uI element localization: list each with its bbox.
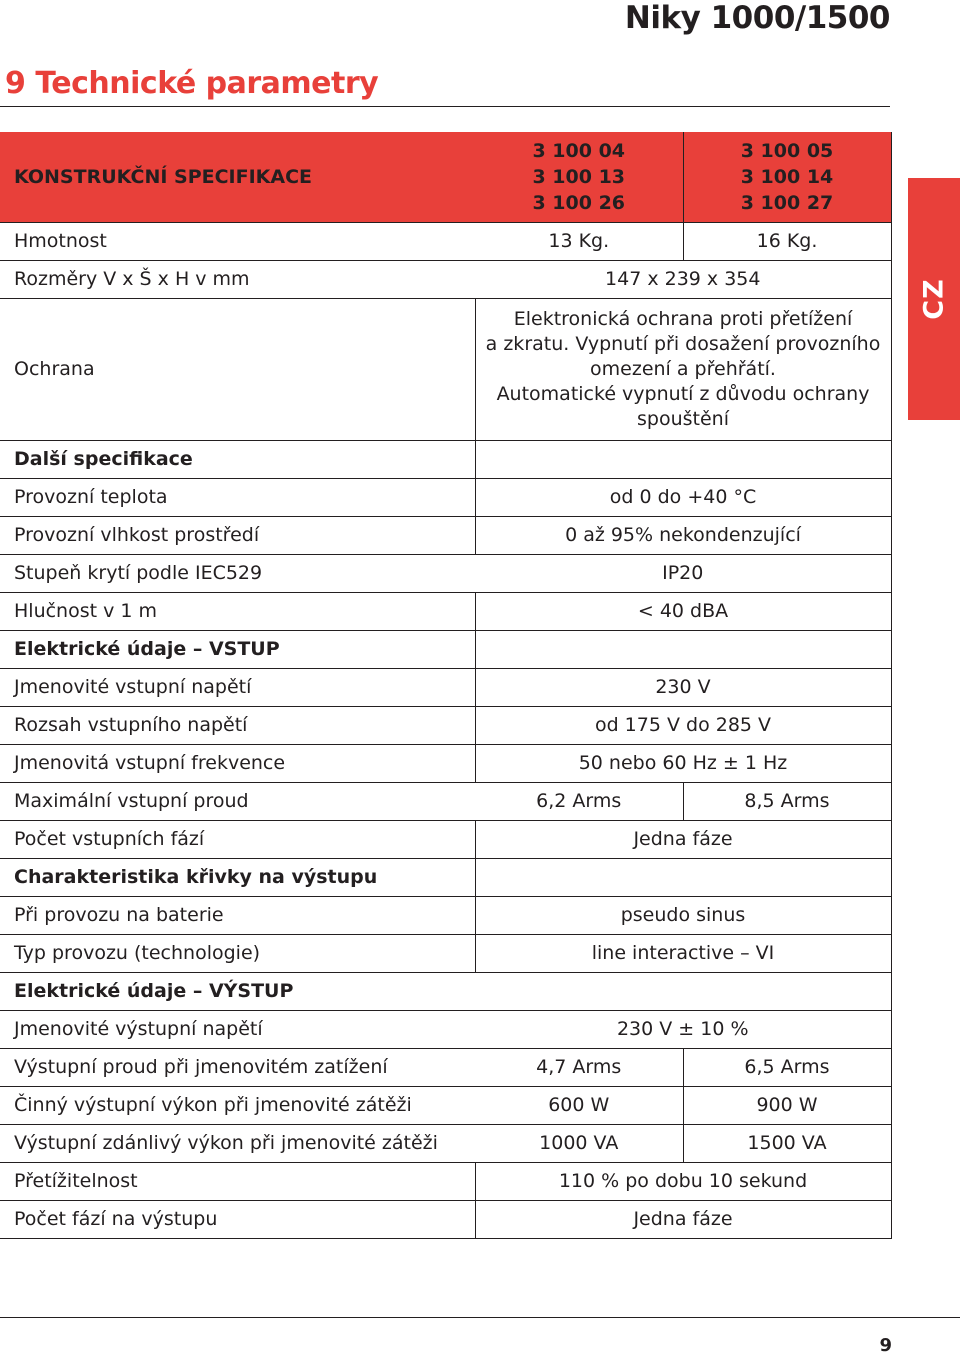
table-row <box>0 706 891 744</box>
row-label: Činný výstupní výkon při jmenovité zátěži <box>0 1086 475 1124</box>
empty-cell <box>475 972 891 1010</box>
row-value-a: 4,7 Arms <box>475 1048 683 1086</box>
spec-table <box>0 132 892 1239</box>
model-b-code: 3 100 27 <box>740 191 834 214</box>
language-tab <box>908 178 960 420</box>
row-label: Jmenovitá vstupní frekvence <box>0 744 475 782</box>
section-row <box>0 972 891 1010</box>
table-row <box>0 1162 891 1200</box>
row-value-b: 16 Kg. <box>683 222 891 260</box>
row-value: Jedna fáze <box>475 1200 891 1238</box>
table-row <box>0 744 891 782</box>
row-value-b: 8,5 Arms <box>683 782 891 820</box>
language-label: CZ <box>918 278 950 320</box>
model-b-codes <box>683 132 891 222</box>
row-label: Maximální vstupní proud <box>0 782 475 820</box>
row-value: od 0 do +40 °C <box>475 478 891 516</box>
table-row <box>0 260 891 298</box>
row-label: Jmenovité výstupní napětí <box>0 1010 475 1048</box>
empty-cell <box>475 858 891 896</box>
table-row <box>0 222 891 260</box>
row-value: 110 % po dobu 10 sekund <box>475 1162 891 1200</box>
empty-cell <box>475 440 891 478</box>
row-label: Při provozu na baterie <box>0 896 475 934</box>
table-row <box>0 298 891 440</box>
section-heading: Charakteristika křivky na výstupu <box>0 858 475 896</box>
row-value-a: 6,2 Arms <box>475 782 683 820</box>
protection-line: Automatické vypnutí z důvodu ochrany <box>496 382 870 405</box>
protection-line: omezení a přehřátí. <box>590 357 776 380</box>
row-label: Počet vstupních fází <box>0 820 475 858</box>
row-value: 50 nebo 60 Hz ± 1 Hz <box>475 744 891 782</box>
row-label: Typ provozu (technologie) <box>0 934 475 972</box>
section-heading: Elektrické údaje – VÝSTUP <box>0 972 475 1010</box>
row-value: Jedna fáze <box>475 820 891 858</box>
row-label: Přetížitelnost <box>0 1162 475 1200</box>
model-b-code: 3 100 05 <box>740 139 834 162</box>
section-row <box>0 858 891 896</box>
table-row <box>0 516 891 554</box>
section-row <box>0 630 891 668</box>
table-row <box>0 820 891 858</box>
footer-divider <box>0 1317 960 1318</box>
row-label: Hlučnost v 1 m <box>0 592 475 630</box>
model-a-code: 3 100 04 <box>532 139 626 162</box>
table-row <box>0 592 891 630</box>
table-row <box>0 1048 891 1086</box>
model-a-code: 3 100 26 <box>532 191 626 214</box>
title-divider <box>0 106 890 107</box>
row-value-a: 1000 VA <box>475 1124 683 1162</box>
row-value: od 175 V do 285 V <box>475 706 891 744</box>
row-label: Provozní vlhkost prostředí <box>0 516 475 554</box>
row-label: Počet fází na výstupu <box>0 1200 475 1238</box>
table-row <box>0 554 891 592</box>
row-value: pseudo sinus <box>475 896 891 934</box>
row-value-a: 13 Kg. <box>475 222 683 260</box>
protection-line: spouštění <box>637 407 729 430</box>
row-label: Rozměry V x Š x H v mm <box>0 260 475 298</box>
row-label: Výstupní proud při jmenovitém zatížení <box>0 1048 475 1086</box>
row-value: < 40 dBA <box>475 592 891 630</box>
protection-line: a zkratu. Vypnutí při dosažení provozního <box>485 332 881 355</box>
table-row <box>0 478 891 516</box>
model-b-code: 3 100 14 <box>740 165 834 188</box>
page-number: 9 <box>879 1335 892 1356</box>
row-value-b: 1500 VA <box>683 1124 891 1162</box>
row-value: 230 V <box>475 668 891 706</box>
table-row <box>0 668 891 706</box>
table-row <box>0 896 891 934</box>
row-value: 230 V ± 10 % <box>475 1010 891 1048</box>
row-label: Výstupní zdánlivý výkon při jmenovité zátěži <box>0 1124 475 1162</box>
section-row <box>0 440 891 478</box>
table-row <box>0 1124 891 1162</box>
header-label: KONSTRUKČNÍ SPECIFIKACE <box>0 132 475 222</box>
protection-line: Elektronická ochrana proti přetížení <box>513 307 853 330</box>
row-label: Rozsah vstupního napětí <box>0 706 475 744</box>
table-row <box>0 1200 891 1238</box>
model-a-codes <box>475 132 683 222</box>
row-value: 147 x 239 x 354 <box>475 260 891 298</box>
section-heading: Elektrické údaje – VSTUP <box>0 630 475 668</box>
row-label: Provozní teplota <box>0 478 475 516</box>
empty-cell <box>475 630 891 668</box>
section-title: 9 Technické parametry <box>5 66 379 101</box>
row-label: Ochrana <box>0 298 475 440</box>
model-a-code: 3 100 13 <box>532 165 626 188</box>
table-row <box>0 1086 891 1124</box>
row-value-a: 600 W <box>475 1086 683 1124</box>
row-value-b: 900 W <box>683 1086 891 1124</box>
row-value: line interactive – VI <box>475 934 891 972</box>
row-label: Hmotnost <box>0 222 475 260</box>
table-header-row <box>0 132 891 222</box>
row-value: 0 až 95% nekondenzující <box>475 516 891 554</box>
section-heading: Další specifikace <box>0 440 475 478</box>
product-title: Niky 1000/1500 <box>624 0 890 36</box>
row-value-b: 6,5 Arms <box>683 1048 891 1086</box>
row-value: IP20 <box>475 554 891 592</box>
protection-description <box>475 298 891 440</box>
table-row <box>0 934 891 972</box>
table-row <box>0 782 891 820</box>
table-row <box>0 1010 891 1048</box>
row-label: Jmenovité vstupní napětí <box>0 668 475 706</box>
row-label: Stupeň krytí podle IEC529 <box>0 554 475 592</box>
